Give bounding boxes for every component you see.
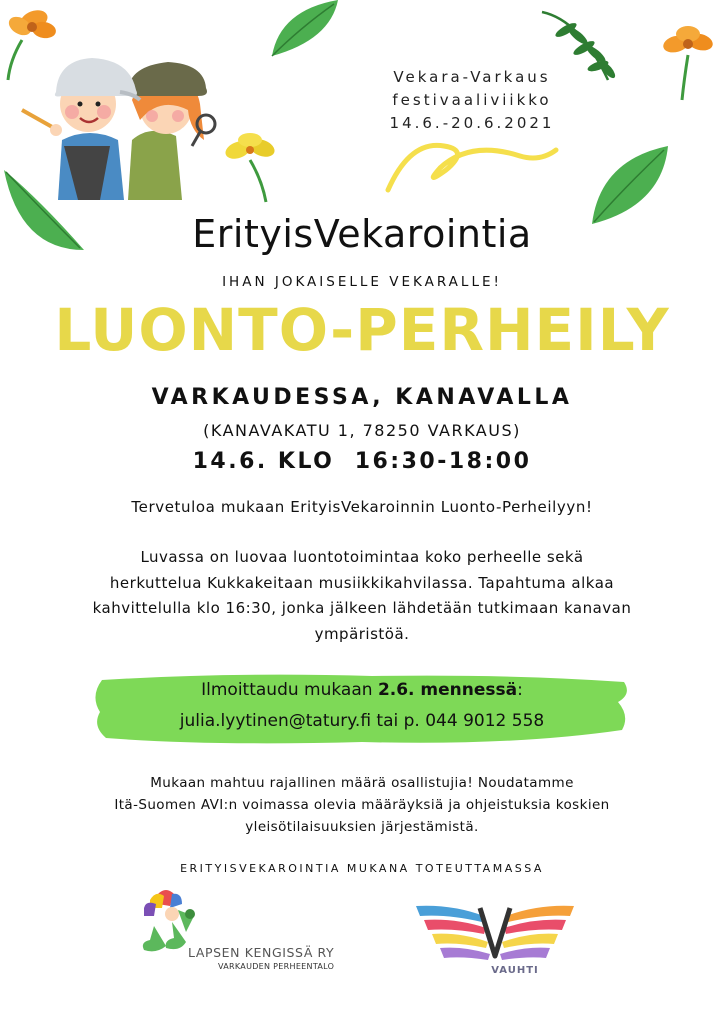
- orange-flower-icon: [6, 7, 58, 80]
- notice-line: yleisötilaisuuksien järjestämistä.: [245, 819, 479, 835]
- festival-week: festivaaliviikko: [392, 91, 552, 109]
- event-address: (KANAVAKATU 1, 78250 VARKAUS): [203, 421, 521, 440]
- welcome-text: Tervetuloa mukaan ErityisVekaroinnin Luonto-Perheilyyn!: [131, 498, 593, 516]
- notice-text: [100, 772, 624, 838]
- notice-line: Mukaan mahtuu rajallinen määrä osallistujia! Noudatamme: [150, 775, 574, 791]
- festival-info: [372, 66, 572, 135]
- green-leaf-icon: [272, 0, 338, 56]
- festival-dates: 14.6.-20.6.2021: [389, 114, 555, 132]
- yellow-ribbon-icon: [388, 145, 556, 190]
- lapsen-kengissa-subtitle: VARKAUDEN PERHEENTALO: [218, 962, 335, 971]
- notice-line: Itä-Suomen AVI:n voimassa olevia määräyksiä ja ohjeistuksia koskien: [114, 797, 610, 813]
- lapsen-kengissa-name: LAPSEN KENGISSÄ RY: [188, 945, 335, 960]
- event-time: 14.6. KLO 16:30-18:00: [192, 449, 532, 474]
- children-explorers-illustration: [22, 58, 215, 200]
- registration-contact[interactable]: julia.lyytinen@tatury.fi tai p. 044 9012 558: [179, 711, 545, 731]
- vauhti-name: VAUHTI: [491, 965, 539, 976]
- description-text: Luvassa on luovaa luontotoimintaa koko perheelle sekä herkuttelua Kukkakeitaan musiikkikahvilassa. Tapahtuma alkaa kahvittelulla klo 16:30, jonka jälkeen lähdetään tutkimaan kanavan ympäristöä.: [92, 548, 632, 643]
- event-name: LUONTO-PERHEILY: [54, 296, 670, 364]
- series-title: ErityisVekarointia: [192, 212, 532, 256]
- registration-info: [92, 675, 632, 737]
- registration-suffix: :: [517, 680, 523, 700]
- registration-prefix: Ilmoittaudu mukaan: [201, 680, 378, 700]
- orange-flower-icon: [661, 26, 714, 100]
- event-location: VARKAUDESSA, KANAVALLA: [151, 385, 573, 410]
- tagline: IHAN JOKAISELLE VEKARALLE!: [222, 274, 502, 290]
- festival-name: Vekara-Varkaus: [393, 68, 551, 86]
- partners-heading: ERITYISVEKAROINTIA MUKANA TOTEUTTAMASSA: [180, 862, 544, 875]
- yellow-flower-icon: [223, 133, 277, 202]
- registration-deadline: 2.6. mennessä: [377, 680, 518, 700]
- registration-line: [92, 675, 632, 706]
- vauhti-logo: [412, 902, 578, 974]
